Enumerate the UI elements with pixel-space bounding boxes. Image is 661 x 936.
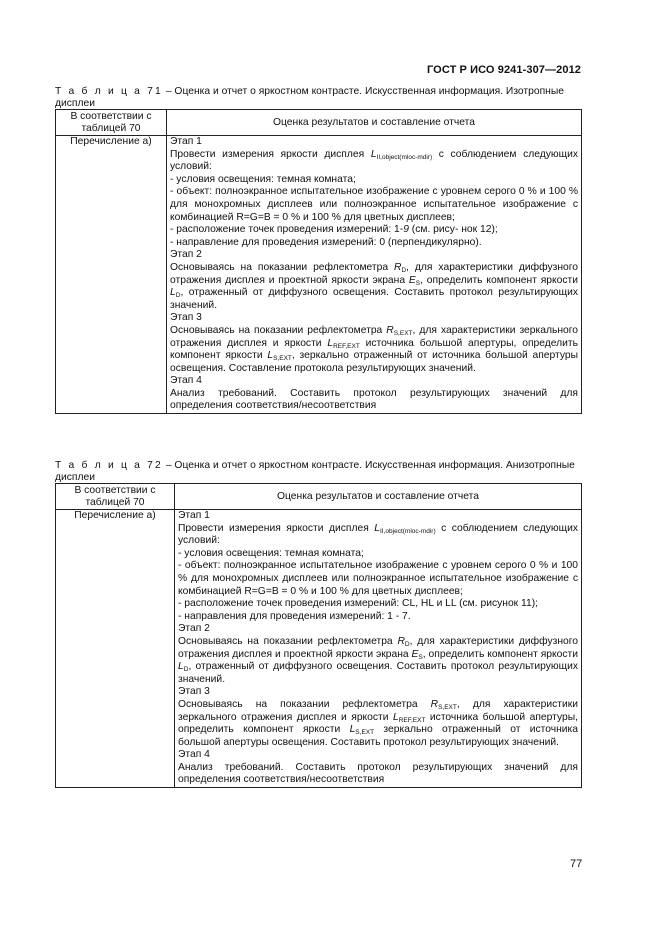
table-72-row-content [175,510,582,788]
stage-2-title: Этап 2 [178,623,210,635]
stage-1-title: Этап 1 [170,136,202,147]
stage-1-bullet: - направления для проведения измерений: 1 - 7. [178,610,411,622]
stage-1-bullet: - расположение точек проведения измерений: CL, HL и LL (см. рисунок 11); [178,598,539,610]
table-72-title: – Оценка и отчет о яркостном контрасте. Искусственная информация. Анизотропные дисплеи [55,460,575,483]
page-number: 77 [570,858,583,870]
stage-1-bullet: - условия освещения: темная комната; [170,173,356,185]
table-71-col2-header: Оценка результатов и составление отчета [167,110,582,136]
stage-3-title: Этап 3 [178,686,210,698]
stage-4-title: Этап 4 [170,375,202,387]
table-71-row-content [167,136,582,414]
stage-1-bullet: - расположение точек проведения измерений: 1-9 (см. рису- нок 12); [170,224,498,236]
stage-1-bullet: - объект: полноэкранное испытательное изображение с уровнем серого 0 % и 100 % для монохромных дисплеев или полноэкранное испытательное изображение с комбинацией R=G=B = 0 % и 100 % для цветных дисплеев; [178,560,578,597]
table-72-row-label: Перечисление а) [56,510,175,788]
stage-3-text: Основываясь на показании рефлектометра $R_{S,EXT}$, для характеристики зеркального отражения дисплея и яркости $L_{REF,EXT}$ источника большой апертуры, определить компонент яркости $L_{S,EXT}$, зеркально отраженный от источника большой апертуры освещения. Составление протокола результирующих значений. [170,324,579,374]
table-71-title: – Оценка и отчет о яркостном контрасте. Искусственная информация. Изотропные дисплеи [55,86,564,109]
stage-3-text: Основываясь на показании рефлектометра $R_{S,EXT}$, для характеристики зеркального отражения дисплея и яркости $L_{REF,EXT}$ источника большой апертуры, определить компонент яркости $L_{S,EXT}$ зеркально отраженный от источника большой апертуры освещения. Составить протокол результирующих значений. [178,698,578,748]
table-72-label: Т а б л и ц а 72 [55,460,163,471]
table-71-header-row [56,110,582,136]
table-72 [55,483,582,788]
stage-1-text: Провести измерения яркости дисплея $L_{II,object(mloc-mdir)}$ с соблюдением следующих условий: [178,522,578,547]
stage-4-text: Анализ требований. Составить протокол результирующих значений для определения соответствия/несоответствия [178,761,578,786]
table-72-row [56,510,582,788]
table-71-label: Т а б л и ц а 71 [55,86,163,97]
document-header: ГОСТ Р ИСО 9241-307—2012 [426,64,581,76]
stage-2-title: Этап 2 [170,249,202,261]
table-71-row-label: Перечисление а) [56,136,167,414]
stage-1-bullet: - объект: полноэкранное испытательное изображение с уровнем серого 0 % и 100 % для монохромных дисплеев или полноэкранное испытательное изображение с комбинацией R=G=B = 0 % и 100 % для цветных дисплеев; [170,186,578,223]
stage-1-bullet: - направление для проведения измерений: 0 (перпендикулярно). [170,236,482,248]
table-71-row [56,136,582,414]
table-71 [55,109,582,414]
stage-1-title: Этап 1 [178,510,210,521]
stage-4-text: Анализ требований. Составить протокол результирующих значений для определения соответствия/несоответствия [170,387,578,412]
table-72-col1-header: В соответствии с таблицей 70 [56,484,175,510]
table-71-col1-header: В соответствии с таблицей 70 [56,110,167,136]
table-71-caption [55,86,585,110]
table-72-caption [55,460,585,484]
table-72-header-row [56,484,582,510]
stage-3-title: Этап 3 [170,312,202,324]
stage-1-text: Провести измерения яркости дисплея $L_{II,object(mloc-mdir)}$ с соблюдением следующих условий: [170,148,578,173]
stage-1-bullet: - условия освещения: темная комната; [178,547,364,559]
table-72-col2-header: Оценка результатов и составление отчета [175,484,582,510]
stage-2-text: Основываясь на показании рефлектометра $R_D$, для характеристики диффузного отражения дисплея и проектной яркости экрана $E_S$, определить компонент яркости $L_D$, отраженный от диффузного освещения. Составить протокол результирующих значений. [170,261,578,311]
stage-2-text: Основываясь на показании рефлектометра $R_D$, для характеристики диффузного отражения дисплея и проектной яркости экрана $E_S$, определить компонент яркости $L_D$, отраженный от диффузного освещения. Составить протокол результирующих значений. [178,635,578,685]
stage-4-title: Этап 4 [178,749,210,761]
